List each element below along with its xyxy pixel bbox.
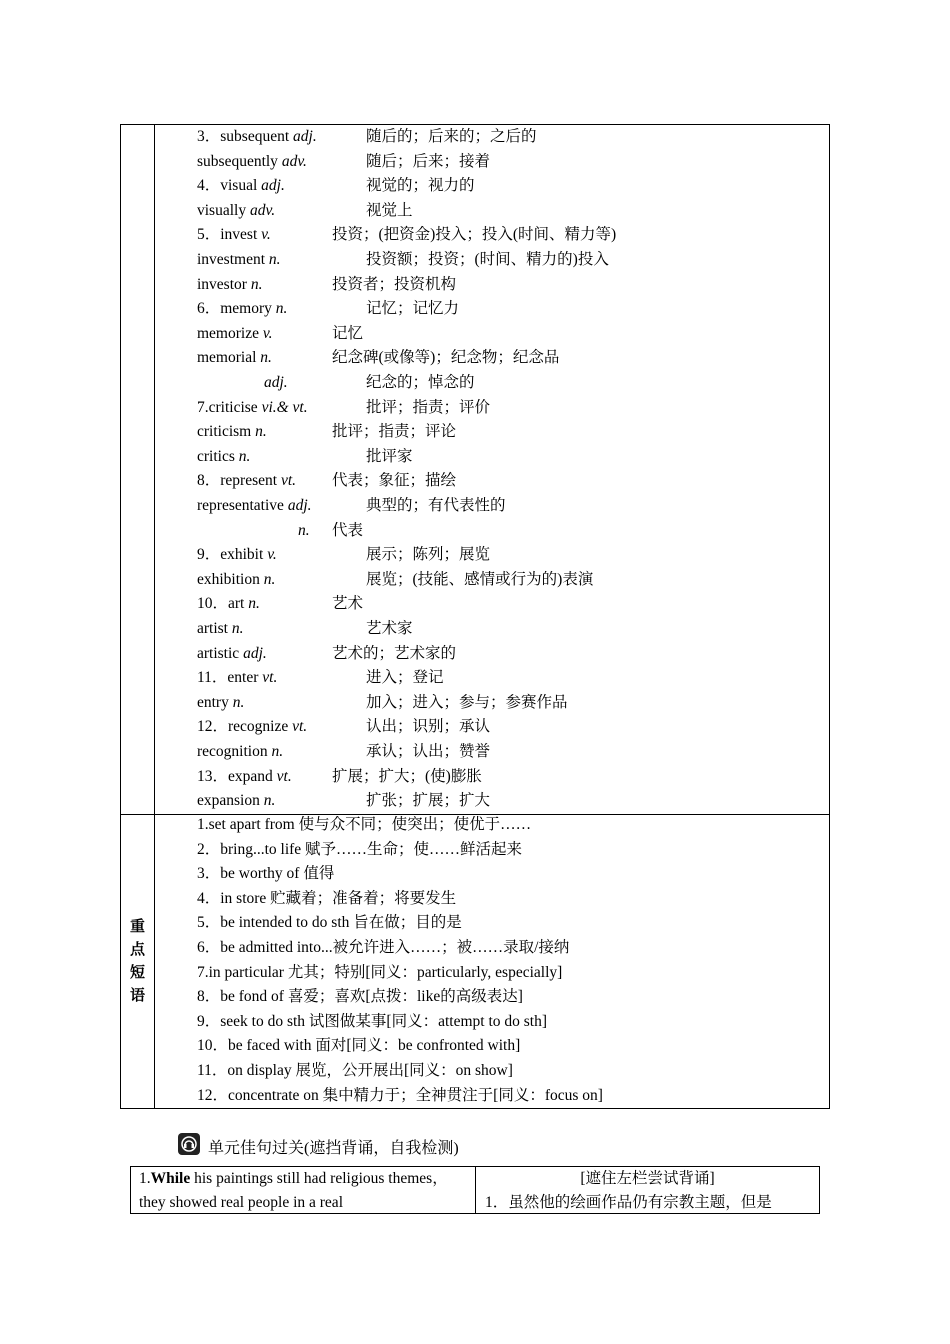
word-text: 13．expand <box>197 767 277 785</box>
part-of-speech: adj. <box>287 497 312 514</box>
part-of-speech: vt. <box>280 472 296 490</box>
vocab-word <box>197 125 317 149</box>
word-text: criticism <box>197 423 256 441</box>
vocab-word <box>197 346 272 370</box>
sentence-text: his paintings still had religious themes，they showed real people in a real <box>139 1170 448 1211</box>
vocab-meaning: 记忆 <box>332 324 364 342</box>
vocab-word <box>197 715 307 739</box>
word-text: memorize <box>197 324 263 342</box>
vocab-word <box>197 642 267 666</box>
part-of-speech: n. <box>263 570 276 588</box>
vocab-word <box>197 666 277 690</box>
vocab-word <box>197 494 312 518</box>
part-of-speech: n. <box>248 595 260 613</box>
part-of-speech: adj. <box>261 177 285 195</box>
part-of-speech: vt. <box>292 718 308 736</box>
word-text: 9．exhibit <box>197 546 268 564</box>
part-of-speech: n. <box>275 300 288 318</box>
vocab-word <box>197 273 262 297</box>
word-text: critics <box>197 447 239 465</box>
vocab-meaning: 投资者；投资机构 <box>332 275 457 293</box>
vocab-word <box>197 322 272 346</box>
phrase-item: 1.set apart from 使与众不同；使突出；使优于…… <box>197 816 532 833</box>
part-of-speech: n. <box>238 447 251 465</box>
phrase-item: 11．on display 展览，公开展出[同义：on show] <box>197 1062 513 1079</box>
vocab-word <box>197 174 285 198</box>
vocab-meaning: 随后的；后来的；之后的 <box>366 128 537 145</box>
vocab-meaning: 视觉的；视力的 <box>366 177 475 195</box>
vocab-meaning: 投资；(把资金)投入；投入(时间、精力等) <box>332 226 617 244</box>
vocab-meaning: 承认；认出；赞誉 <box>366 743 491 760</box>
word-text: 7.criticise <box>197 398 262 416</box>
part-of-speech: n. <box>232 693 245 711</box>
part-of-speech: n. <box>271 743 284 760</box>
vocab-meaning: 扩展；扩大；(使)膨胀 <box>332 767 482 785</box>
vocab-meaning: 艺术的；艺术家的 <box>332 644 457 662</box>
phrase-item: 2．bring...to life 赋予……生命；使……鲜活起来 <box>197 840 523 858</box>
part-of-speech: adj. <box>264 374 288 391</box>
vocab-meaning: 扩张；扩展；扩大 <box>366 792 491 810</box>
part-of-speech: adv. <box>281 152 307 170</box>
vocab-word <box>197 592 260 616</box>
vocab-word <box>298 519 310 543</box>
vocab-word <box>197 617 244 641</box>
part-of-speech: n. <box>260 349 272 367</box>
vocab-word <box>197 789 275 813</box>
word-text: 5．invest <box>197 226 262 244</box>
word-text: 4．visual <box>197 177 262 195</box>
part-of-speech: adj. <box>243 644 267 662</box>
vocab-word <box>197 445 250 469</box>
part-of-speech: adj. <box>293 128 317 145</box>
part-of-speech: n. <box>255 423 267 441</box>
vocab-word <box>197 691 244 715</box>
vocab-word <box>197 469 296 493</box>
word-text: 10．art <box>197 595 249 613</box>
part-of-speech: n. <box>250 275 263 293</box>
part-of-speech: adv. <box>249 201 276 219</box>
sentence-right-body: 1．虽然他的绘画作品仍有宗教主题，但是 <box>485 1194 772 1211</box>
part-of-speech: vi.& vt. <box>261 398 308 416</box>
vocab-meaning: 代表；象征；描绘 <box>332 472 457 490</box>
part-of-speech: n. <box>231 620 244 637</box>
vocab-table <box>120 124 830 1109</box>
label-char: 短 <box>129 963 145 981</box>
vocab-word <box>197 199 275 223</box>
vocab-word <box>264 371 288 395</box>
part-of-speech: vt. <box>262 669 278 687</box>
word-text: 6．memory <box>197 300 276 318</box>
phrase-item: 3．be worthy of 值得 <box>197 865 335 883</box>
vocab-word <box>197 420 267 444</box>
part-of-speech: v. <box>262 324 273 342</box>
headphone-icon <box>178 1133 200 1155</box>
word-text: artist <box>197 620 232 637</box>
phrase-item: 9．seek to do sth 试图做某事[同义：attempt to do sth] <box>197 1012 548 1030</box>
vocab-meaning: 艺术 <box>332 595 364 613</box>
phrase-item: 12．concentrate on 集中精力于；全神贯注于[同义：focus on] <box>197 1086 603 1104</box>
vocab-meaning: 投资额；投资；(时间、精力的)投入 <box>366 251 609 268</box>
word-text: investment <box>197 251 269 268</box>
word-text: expansion <box>197 792 264 810</box>
vocab-word <box>197 396 308 420</box>
word-text: 8．represent <box>197 472 281 490</box>
part-of-speech: n. <box>268 251 281 268</box>
sentence-bold: While <box>150 1170 191 1187</box>
word-text: entry <box>197 693 233 711</box>
vocab-meaning: 纪念的；悼念的 <box>366 374 475 391</box>
word-text: visually <box>197 201 250 219</box>
word-text: 12．recognize <box>197 718 293 736</box>
phrase-item: 8．be fond of 喜爱；喜欢[点拨：like的高级表达] <box>197 988 523 1006</box>
sentence-table <box>130 1166 820 1214</box>
vocab-meaning: 加入；进入；参与；参赛作品 <box>366 693 568 711</box>
phrase-item: 6．be admitted into...被允许进入……；被……录取/接纳 <box>197 939 570 956</box>
vocab-word <box>197 740 283 764</box>
vocab-meaning: 代表 <box>332 521 364 539</box>
part-of-speech: v. <box>261 226 271 244</box>
vocab-meaning: 记忆；记忆力 <box>366 300 460 318</box>
word-text: memorial <box>197 349 261 367</box>
vocab-word <box>197 297 287 321</box>
phrase-item: 10．be faced with 面对[同义：be confronted with] <box>197 1037 521 1055</box>
vocab-word <box>197 248 281 272</box>
part-of-speech: vt. <box>276 767 292 785</box>
vocab-meaning: 认出；识别；承认 <box>366 718 491 736</box>
vocab-word <box>197 765 292 789</box>
column-divider <box>154 125 155 1108</box>
word-text: recognition <box>197 743 272 760</box>
word-text: 11．enter <box>197 669 263 687</box>
part-of-speech: n. <box>263 792 276 810</box>
phrase-item: 5．be intended to do sth 旨在做；目的是 <box>197 914 462 932</box>
vocab-word <box>197 543 277 567</box>
word-text: investor <box>197 275 251 293</box>
vocab-meaning: 批评家 <box>366 447 413 465</box>
vocab-meaning: 展示；陈列；展览 <box>366 546 491 564</box>
vocab-meaning: 纪念碑(或像等)；纪念物；纪念品 <box>332 349 560 367</box>
phrase-item: 4．in store 贮藏着；准备着；将要发生 <box>197 889 457 907</box>
label-char: 点 <box>129 940 145 958</box>
unit-section-title: 单元佳句过关(遮挡背诵，自我检测) <box>208 1140 459 1157</box>
word-text: subsequently <box>197 152 282 170</box>
word-text: artistic <box>197 644 244 662</box>
vocab-meaning: 艺术家 <box>366 620 413 637</box>
label-char: 重 <box>129 917 145 935</box>
part-of-speech: n. <box>298 521 310 539</box>
label-char: 语 <box>129 986 145 1004</box>
word-text: representative <box>197 497 288 514</box>
phrase-item: 7.in particular 尤其；特别[同义：particularly, especially] <box>197 963 563 981</box>
phrases-section-label <box>121 915 154 1007</box>
vocab-meaning: 视觉上 <box>366 201 413 219</box>
vocab-meaning: 随后；后来；接着 <box>366 152 491 170</box>
sentence-left <box>139 1167 469 1215</box>
sentence-number: 1. <box>139 1170 151 1187</box>
vocab-meaning: 典型的；有代表性的 <box>366 497 506 514</box>
word-text: 3．subsequent <box>197 128 294 145</box>
word-text: exhibition <box>197 570 264 588</box>
vocab-word <box>197 223 271 247</box>
vocab-word <box>197 150 307 174</box>
vocab-meaning: 展览；(技能、感情或行为的)表演 <box>366 570 594 588</box>
vocab-meaning: 进入；登记 <box>366 669 444 687</box>
vocab-meaning: 批评；指责；评论 <box>332 423 457 441</box>
part-of-speech: v. <box>267 546 277 564</box>
vocab-meaning: 批评；指责；评价 <box>366 398 491 416</box>
sentence-right-head: [遮住左栏尝试背诵] <box>580 1170 715 1187</box>
vocab-word <box>197 568 275 592</box>
